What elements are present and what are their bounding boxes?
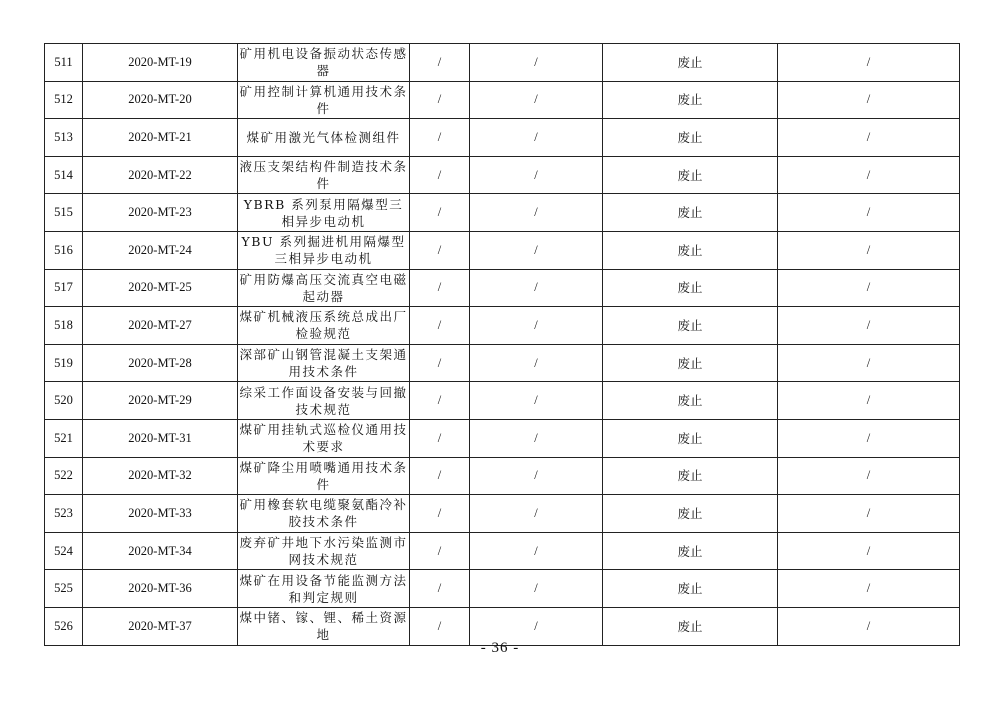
column-4-value: / <box>410 307 470 345</box>
standard-code: 2020-MT-36 <box>83 570 238 608</box>
column-4-value: / <box>410 607 470 645</box>
column-7-value: / <box>778 231 960 269</box>
standard-code: 2020-MT-19 <box>83 44 238 82</box>
column-5-value: / <box>470 119 603 157</box>
standard-code: 2020-MT-28 <box>83 344 238 382</box>
column-4-value: / <box>410 119 470 157</box>
status-value: 废止 <box>603 344 778 382</box>
column-5-value: / <box>470 570 603 608</box>
column-4-value: / <box>410 419 470 457</box>
column-5-value: / <box>470 156 603 194</box>
column-5-value: / <box>470 457 603 495</box>
status-value: 废止 <box>603 231 778 269</box>
status-value: 废止 <box>603 532 778 570</box>
standard-code: 2020-MT-20 <box>83 81 238 119</box>
column-7-value: / <box>778 382 960 420</box>
standard-code: 2020-MT-24 <box>83 231 238 269</box>
standard-name: 深部矿山钢管混凝土支架通用技术条件 <box>238 344 410 382</box>
table-row <box>45 570 960 608</box>
status-value: 废止 <box>603 570 778 608</box>
standard-name: 煤矿机械液压系统总成出厂检验规范 <box>238 307 410 345</box>
row-number: 512 <box>45 81 83 119</box>
column-5-value: / <box>470 344 603 382</box>
standard-code: 2020-MT-27 <box>83 307 238 345</box>
column-4-value: / <box>410 495 470 533</box>
row-number: 513 <box>45 119 83 157</box>
column-5-value: / <box>470 419 603 457</box>
row-number: 522 <box>45 457 83 495</box>
page-number: - 36 - <box>480 640 520 656</box>
table-row <box>45 119 960 157</box>
column-7-value: / <box>778 419 960 457</box>
column-5-value: / <box>470 231 603 269</box>
standard-code: 2020-MT-34 <box>83 532 238 570</box>
standard-name: YBRB 系列泵用隔爆型三相异步电动机 <box>238 194 410 232</box>
table-row <box>45 307 960 345</box>
table-row <box>45 382 960 420</box>
column-4-value: / <box>410 570 470 608</box>
row-number: 526 <box>45 607 83 645</box>
column-4-value: / <box>410 532 470 570</box>
column-7-value: / <box>778 344 960 382</box>
standard-code: 2020-MT-25 <box>83 269 238 307</box>
column-5-value: / <box>470 269 603 307</box>
column-7-value: / <box>778 81 960 119</box>
table-row <box>45 344 960 382</box>
column-5-value: / <box>470 495 603 533</box>
column-5-value: / <box>470 607 603 645</box>
standard-name: 煤矿降尘用喷嘴通用技术条件 <box>238 457 410 495</box>
standard-name: 煤矿在用设备节能监测方法和判定规则 <box>238 570 410 608</box>
column-4-value: / <box>410 81 470 119</box>
standard-code: 2020-MT-22 <box>83 156 238 194</box>
status-value: 废止 <box>603 156 778 194</box>
table-row <box>45 419 960 457</box>
column-7-value: / <box>778 119 960 157</box>
status-value: 废止 <box>603 119 778 157</box>
standard-name: YBU 系列掘进机用隔爆型三相异步电动机 <box>238 231 410 269</box>
column-7-value: / <box>778 44 960 82</box>
table-row <box>45 269 960 307</box>
row-number: 511 <box>45 44 83 82</box>
column-7-value: / <box>778 495 960 533</box>
column-5-value: / <box>470 307 603 345</box>
status-value: 废止 <box>603 44 778 82</box>
column-7-value: / <box>778 570 960 608</box>
column-7-value: / <box>778 607 960 645</box>
column-5-value: / <box>470 532 603 570</box>
column-7-value: / <box>778 156 960 194</box>
standard-name: 煤矿用激光气体检测组件 <box>238 119 410 157</box>
standard-code: 2020-MT-37 <box>83 607 238 645</box>
status-value: 废止 <box>603 419 778 457</box>
standard-name: 矿用防爆高压交流真空电磁起动器 <box>238 269 410 307</box>
table-row <box>45 44 960 82</box>
column-4-value: / <box>410 231 470 269</box>
standard-code: 2020-MT-21 <box>83 119 238 157</box>
table-row <box>45 457 960 495</box>
column-5-value: / <box>470 81 603 119</box>
row-number: 515 <box>45 194 83 232</box>
standard-name: 煤矿用挂轨式巡检仪通用技术要求 <box>238 419 410 457</box>
column-7-value: / <box>778 194 960 232</box>
row-number: 521 <box>45 419 83 457</box>
row-number: 520 <box>45 382 83 420</box>
column-7-value: / <box>778 532 960 570</box>
status-value: 废止 <box>603 81 778 119</box>
standard-name: 矿用控制计算机通用技术条件 <box>238 81 410 119</box>
status-value: 废止 <box>603 457 778 495</box>
row-number: 514 <box>45 156 83 194</box>
standard-name: 矿用机电设备振动状态传感器 <box>238 44 410 82</box>
standard-code: 2020-MT-32 <box>83 457 238 495</box>
row-number: 524 <box>45 532 83 570</box>
column-5-value: / <box>470 194 603 232</box>
column-4-value: / <box>410 269 470 307</box>
table-row <box>45 231 960 269</box>
row-number: 518 <box>45 307 83 345</box>
table-row <box>45 194 960 232</box>
status-value: 废止 <box>603 607 778 645</box>
column-4-value: / <box>410 344 470 382</box>
standard-code: 2020-MT-31 <box>83 419 238 457</box>
table-row <box>45 495 960 533</box>
column-5-value: / <box>470 382 603 420</box>
column-4-value: / <box>410 194 470 232</box>
status-value: 废止 <box>603 194 778 232</box>
table-row <box>45 156 960 194</box>
column-4-value: / <box>410 382 470 420</box>
status-value: 废止 <box>603 307 778 345</box>
column-4-value: / <box>410 44 470 82</box>
standard-code: 2020-MT-33 <box>83 495 238 533</box>
standard-name: 煤中锗、镓、锂、稀土资源地 <box>238 607 410 645</box>
column-7-value: / <box>778 269 960 307</box>
standard-code: 2020-MT-29 <box>83 382 238 420</box>
column-4-value: / <box>410 156 470 194</box>
column-5-value: / <box>470 44 603 82</box>
standard-code: 2020-MT-23 <box>83 194 238 232</box>
row-number: 516 <box>45 231 83 269</box>
row-number: 525 <box>45 570 83 608</box>
row-number: 519 <box>45 344 83 382</box>
standard-name: 综采工作面设备安装与回撤技术规范 <box>238 382 410 420</box>
standard-name: 矿用橡套软电缆聚氨酯冷补胶技术条件 <box>238 495 410 533</box>
status-value: 废止 <box>603 495 778 533</box>
status-value: 废止 <box>603 269 778 307</box>
column-7-value: / <box>778 307 960 345</box>
standards-table <box>44 43 960 646</box>
standard-name: 液压支架结构件制造技术条件 <box>238 156 410 194</box>
status-value: 废止 <box>603 382 778 420</box>
row-number: 517 <box>45 269 83 307</box>
column-7-value: / <box>778 457 960 495</box>
table-row <box>45 532 960 570</box>
column-4-value: / <box>410 457 470 495</box>
row-number: 523 <box>45 495 83 533</box>
standard-name: 废弃矿井地下水污染监测市网技术规范 <box>238 532 410 570</box>
table-row <box>45 81 960 119</box>
